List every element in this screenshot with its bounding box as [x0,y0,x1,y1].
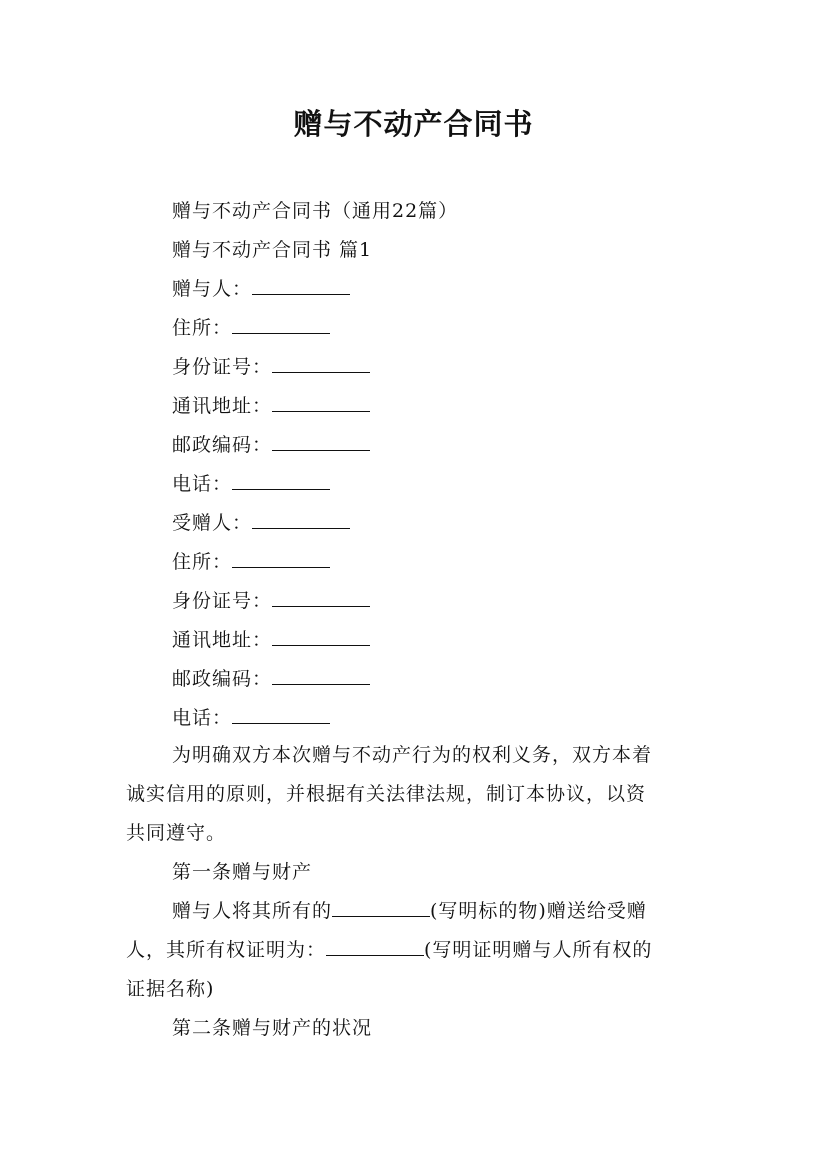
field-blank [252,510,350,529]
field-label: 通讯地址： [172,395,273,417]
article-1-heading: 第一条赠与财产 [172,861,313,883]
article-1-line [126,937,652,963]
field-blank [272,666,370,685]
field-donor [172,276,350,302]
field-blank [332,898,430,917]
article-text: (写明标的物)赠送给受赠 [430,900,647,922]
field-label: 住所： [172,317,233,339]
field-donor-address [172,315,330,341]
field-label: 电话： [172,473,233,495]
field-donee-phone [172,705,330,731]
field-label: 邮政编码： [172,434,273,456]
field-blank [252,276,350,295]
field-donor-mailing [172,393,370,419]
article-2-heading: 第二条赠与财产的状况 [172,1017,373,1039]
intro-paragraph-line: 共同遵守。 [126,822,227,844]
field-blank [272,393,370,412]
field-donee-address [172,549,330,575]
field-blank [232,471,330,490]
field-label: 住所： [172,551,233,573]
field-blank [272,588,370,607]
field-donor-id [172,354,370,380]
intro-paragraph-line: 诚实信用的原则，并根据有关法律法规，制订本协议，以资 [126,783,647,805]
field-donee-mailing [172,627,370,653]
field-label: 通讯地址： [172,629,273,651]
field-label: 邮政编码： [172,668,273,690]
article-1-line: 证据名称) [126,978,215,1000]
field-label: 身份证号： [172,590,273,612]
field-blank [232,315,330,334]
field-donor-postcode [172,432,370,458]
field-blank [272,432,370,451]
field-label: 身份证号： [172,356,273,378]
intro-paragraph-line: 为明确双方本次赠与不动产行为的权利义务，双方本着 [172,744,653,766]
field-donee-postcode [172,666,370,692]
field-label: 受赠人： [172,512,253,534]
field-donor-phone [172,471,330,497]
section-heading: 赠与不动产合同书 篇1 [172,239,373,261]
field-blank [272,354,370,373]
article-1-line [172,898,647,924]
field-label: 电话： [172,707,233,729]
field-blank [326,937,424,956]
document-title: 赠与不动产合同书 [293,107,534,141]
document-subtitle: 赠与不动产合同书（通用22篇） [172,200,459,222]
field-donee-id [172,588,370,614]
field-donee [172,510,350,536]
field-blank [272,627,370,646]
article-text: 人，其所有权证明为： [126,939,327,961]
article-text: (写明证明赠与人所有权的 [424,939,653,961]
field-label: 赠与人： [172,278,253,300]
field-blank [232,549,330,568]
article-text: 赠与人将其所有的 [172,900,333,922]
field-blank [232,705,330,724]
